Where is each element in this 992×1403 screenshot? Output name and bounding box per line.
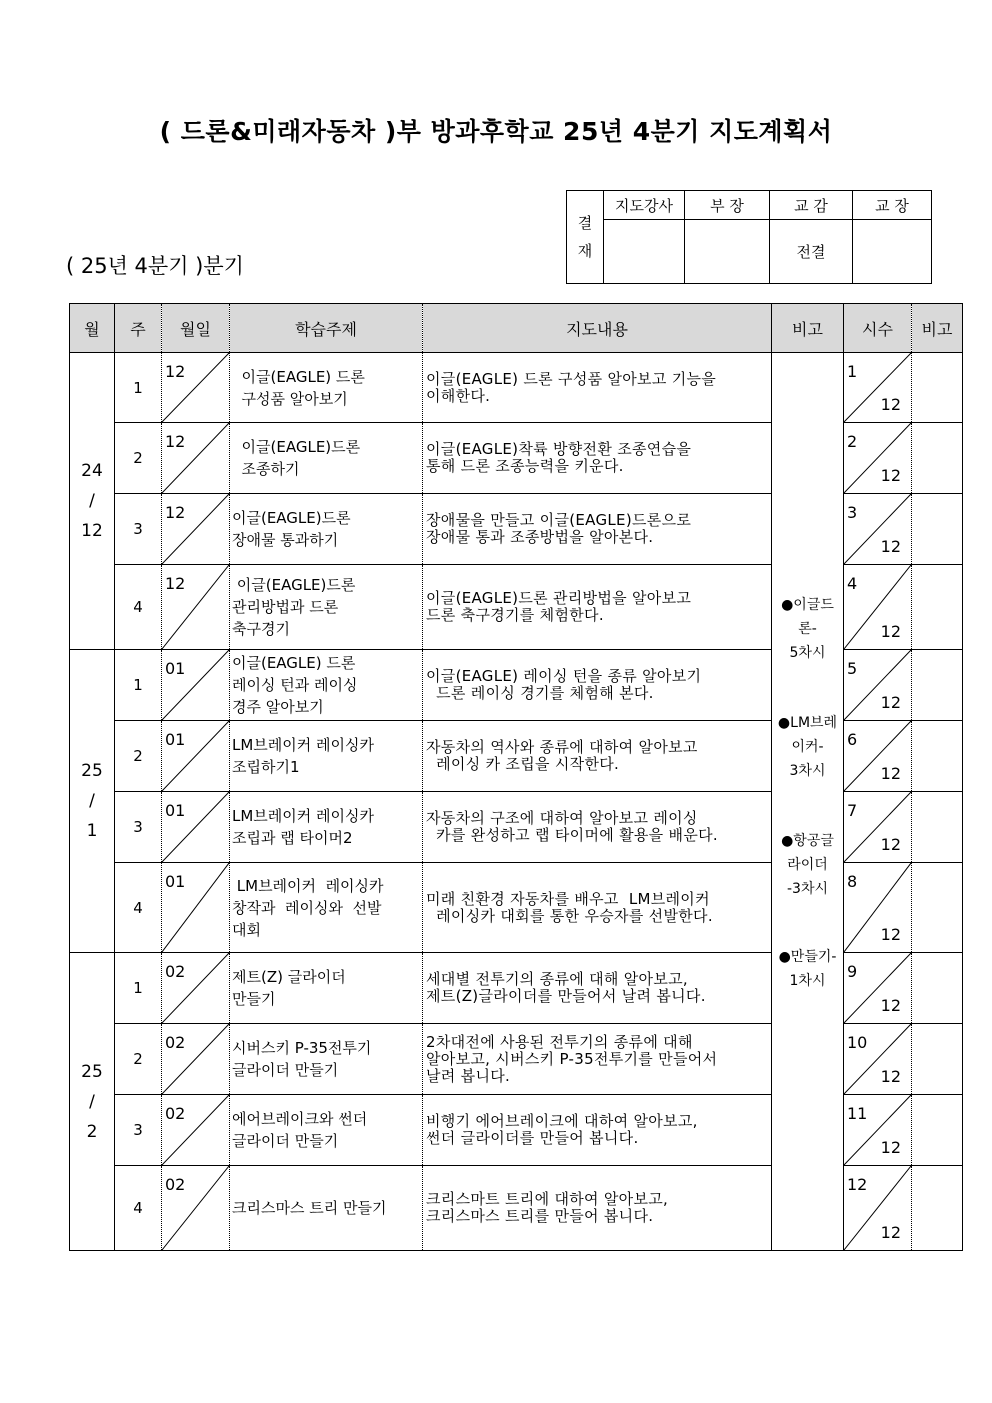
approval-cell-instructor [604, 220, 685, 284]
week-cell: 3 [115, 792, 162, 863]
content-line: 이글(EAGLE)드론 관리방법을 알아보고 [426, 589, 692, 607]
topic-cell [230, 863, 423, 953]
topic-line: 관리방법과 드론 [232, 598, 339, 616]
note-line: 5차시 [789, 645, 826, 661]
content-line: 이글(EAGLE) 레이싱 턴을 종류 알아보기 [426, 667, 702, 685]
note-line: 라이더 [787, 857, 828, 873]
topic-line: 경주 알아보기 [232, 698, 324, 716]
hours-session: 8 [847, 872, 858, 891]
note-block [772, 593, 843, 665]
content-line: 썬더 글라이더를 만들어 봅니다. [426, 1129, 639, 1147]
header-week: 주 [115, 304, 162, 353]
date-cell [162, 1024, 230, 1095]
note-line: ●LM브레 [777, 715, 838, 731]
hours-cell [844, 953, 912, 1024]
week-cell: 2 [115, 721, 162, 792]
date-cell [162, 423, 230, 494]
note-line: 이커- [791, 739, 824, 755]
date-cell [162, 1095, 230, 1166]
date-value: 01 [165, 659, 186, 678]
month-label-line: / [89, 1091, 95, 1112]
content-line: 이해한다. [426, 386, 491, 405]
plan-table [69, 303, 963, 1251]
week-cell: 3 [115, 494, 162, 565]
hours-total: 12 [880, 466, 901, 485]
approval-side-2: 재 [577, 242, 593, 260]
topic-line: 이글(EAGLE)드론 [232, 438, 361, 456]
hours-session: 4 [847, 574, 858, 593]
remark-cell [912, 953, 963, 1024]
hours-session: 1 [847, 362, 858, 381]
month-cell [70, 650, 115, 953]
content-line: 자동차의 역사와 종류에 대하여 알아보고 [426, 738, 698, 756]
month-label-line: 24 [81, 461, 103, 481]
topic-cell [230, 721, 423, 792]
hours-total: 12 [880, 395, 901, 414]
week-cell: 4 [115, 565, 162, 650]
content-line: 카를 완성하고 랩 타이머에 활용을 배운다. [426, 826, 718, 844]
note-block [772, 711, 843, 783]
hours-cell [844, 494, 912, 565]
topic-line: 크리스마스 트리 만들기 [232, 1199, 387, 1217]
hours-cell [844, 353, 912, 423]
date-cell [162, 565, 230, 650]
week-cell: 2 [115, 1024, 162, 1095]
approval-header-instructor: 지도강사 [604, 191, 685, 220]
hours-total: 12 [880, 1223, 901, 1242]
approval-cell-principal [853, 220, 932, 284]
date-value: 12 [165, 503, 186, 522]
date-value: 01 [165, 872, 186, 891]
content-line: 드론 레이싱 경기를 체험해 본다. [426, 684, 654, 702]
topic-cell [230, 423, 423, 494]
hours-session: 7 [847, 801, 858, 820]
table-row [70, 353, 963, 423]
content-line: 이글(EAGLE)착륙 방향전환 조종연습을 [426, 440, 692, 458]
header-topic: 학습주제 [230, 304, 423, 353]
remark-cell [912, 650, 963, 721]
approval-box [566, 190, 932, 284]
topic-line: 에어브레이크와 썬더 [232, 1110, 368, 1128]
header-content: 지도내용 [423, 304, 772, 353]
hours-session: 12 [847, 1175, 868, 1194]
hours-cell [844, 1024, 912, 1095]
month-cell [70, 353, 115, 650]
topic-cell [230, 1166, 423, 1251]
content-cell [423, 565, 772, 650]
topic-cell [230, 650, 423, 721]
date-value: 12 [165, 574, 186, 593]
date-cell [162, 721, 230, 792]
content-cell [423, 353, 772, 423]
hours-session: 9 [847, 962, 858, 981]
content-line: 미래 친환경 자동차를 배우고 LM브레이커 [426, 889, 710, 908]
hours-total: 12 [880, 537, 901, 556]
hours-total: 12 [880, 835, 901, 854]
content-cell [423, 1166, 772, 1251]
content-line: 알아보고, 시버스키 P-35전투기를 만들어서 [426, 1049, 718, 1068]
month-label-line: / [89, 791, 95, 811]
topic-line: 레이싱 턴과 레이싱 [232, 676, 358, 694]
week-cell: 1 [115, 953, 162, 1024]
remark-cell [912, 1024, 963, 1095]
date-value: 02 [165, 1104, 186, 1123]
content-line: 레이싱 카 조립을 시작한다. [426, 755, 620, 773]
content-line: 드론 축구경기를 체험한다. [426, 606, 604, 624]
topic-cell [230, 1095, 423, 1166]
month-label-line: / [89, 491, 95, 511]
content-cell [423, 863, 772, 953]
remark-cell [912, 494, 963, 565]
topic-line: 대회 [232, 920, 261, 939]
month-cell [70, 953, 115, 1251]
month-label-line: 25 [81, 1061, 103, 1082]
remark-cell [912, 1166, 963, 1251]
topic-cell [230, 494, 423, 565]
remark-cell [912, 565, 963, 650]
content-line: 크리스마스 트리를 만들어 봅니다. [426, 1207, 654, 1225]
remark-cell [912, 721, 963, 792]
content-line: 장애물을 만들고 이글(EAGLE)드론으로 [426, 511, 692, 529]
content-cell [423, 1095, 772, 1166]
topic-line: 장애물 통과하기 [232, 531, 339, 549]
page-title: ( 드론&미래자동차 )부 방과후학교 25년 4분기 지도계획서 [159, 117, 833, 146]
content-line: 장애물 통과 조종방법을 알아본다. [426, 528, 654, 546]
note-line: 론- [798, 621, 817, 637]
week-cell: 1 [115, 650, 162, 721]
hours-total: 12 [880, 925, 901, 944]
header-note: 비고 [772, 304, 844, 353]
approval-side-1: 결 [577, 214, 593, 232]
content-line: 세대별 전투기의 종류에 대해 알아보고, [426, 970, 688, 988]
topic-cell [230, 792, 423, 863]
topic-line: LM브레이커 레이싱카 [232, 876, 384, 895]
hours-session: 2 [847, 432, 858, 451]
remark-cell [912, 423, 963, 494]
topic-line: 조립과 랩 타이머2 [232, 829, 353, 847]
hours-total: 12 [880, 622, 901, 641]
hours-session: 6 [847, 730, 858, 749]
date-value: 12 [165, 432, 186, 451]
header-date: 월일 [162, 304, 230, 353]
hours-cell [844, 423, 912, 494]
header-hours: 시수 [844, 304, 912, 353]
note-line: 3차시 [789, 763, 826, 779]
approval-header-vice-principal: 교 감 [770, 191, 853, 220]
hours-total: 12 [880, 996, 901, 1015]
content-cell [423, 792, 772, 863]
month-label-line: 1 [86, 821, 98, 841]
content-line: 크리스마트 트리에 대하여 알아보고, [426, 1190, 669, 1208]
topic-line: 만들기 [232, 990, 276, 1008]
topic-line: 이글(EAGLE) 드론 [232, 367, 365, 386]
hours-cell [844, 650, 912, 721]
hours-cell [844, 1095, 912, 1166]
hours-cell [844, 565, 912, 650]
note-line: ●만들기- [778, 949, 837, 965]
content-cell [423, 721, 772, 792]
topic-line: 이글(EAGLE) 드론 [232, 654, 356, 672]
content-line: 2차대전에 사용된 전투기의 종류에 대해 [426, 1032, 693, 1051]
hours-total: 12 [880, 693, 901, 712]
content-line: 제트(Z)글라이더를 만들어서 날려 봅니다. [426, 987, 706, 1005]
content-line: 이글(EAGLE) 드론 구성품 알아보고 기능을 [426, 369, 717, 388]
hours-cell [844, 792, 912, 863]
content-line: 레이싱카 대회를 통한 우승자를 선발한다. [426, 906, 713, 925]
hours-session: 10 [847, 1033, 868, 1052]
date-value: 02 [165, 1175, 186, 1194]
header-month: 월 [70, 304, 115, 353]
topic-line: 제트(Z) 글라이더 [232, 968, 346, 986]
topic-line: 조종하기 [232, 460, 300, 478]
content-line: 비행기 에어브레이크에 대하여 알아보고, [426, 1112, 698, 1130]
remark-cell [912, 353, 963, 423]
hours-session: 5 [847, 659, 858, 678]
content-cell [423, 650, 772, 721]
note-line: 1차시 [789, 973, 826, 989]
topic-cell [230, 565, 423, 650]
remark-cell [912, 792, 963, 863]
table-header-row [70, 304, 963, 353]
content-cell [423, 423, 772, 494]
topic-line: 구성품 알아보기 [232, 389, 348, 408]
date-cell [162, 863, 230, 953]
hours-total: 12 [880, 1067, 901, 1086]
content-line: 날려 봅니다. [426, 1066, 511, 1085]
content-cell [423, 953, 772, 1024]
hours-total: 12 [880, 764, 901, 783]
topic-line: LM브레이커 레이싱카 [232, 807, 374, 825]
hours-cell [844, 721, 912, 792]
note-block [772, 945, 843, 993]
hours-cell [844, 863, 912, 953]
hours-total: 12 [880, 1138, 901, 1157]
week-cell: 4 [115, 863, 162, 953]
date-value: 02 [165, 962, 186, 981]
approval-header-head: 부 장 [685, 191, 770, 220]
week-cell: 4 [115, 1166, 162, 1251]
date-value: 12 [165, 362, 186, 381]
date-cell [162, 953, 230, 1024]
hours-session: 11 [847, 1104, 868, 1123]
hours-cell [844, 1166, 912, 1251]
date-cell [162, 353, 230, 423]
date-cell [162, 650, 230, 721]
week-cell: 1 [115, 353, 162, 423]
note-line: ●이글드 [781, 597, 834, 613]
note-line: -3차시 [786, 881, 828, 897]
hours-session: 3 [847, 503, 858, 522]
month-label-line: 2 [86, 1121, 98, 1142]
note-line: ●항공글 [781, 833, 834, 849]
approval-side-label [567, 191, 604, 284]
note-block [772, 829, 843, 901]
topic-line: 글라이더 만들기 [232, 1061, 339, 1079]
header-remark: 비고 [912, 304, 963, 353]
topic-line: 축구경기 [232, 620, 290, 638]
date-cell [162, 494, 230, 565]
month-label-line: 25 [81, 761, 103, 781]
topic-cell [230, 353, 423, 423]
content-cell [423, 494, 772, 565]
remark-cell [912, 863, 963, 953]
topic-line: 조립하기1 [232, 758, 300, 776]
date-cell [162, 792, 230, 863]
week-cell: 3 [115, 1095, 162, 1166]
topic-cell [230, 1024, 423, 1095]
topic-line: 글라이더 만들기 [232, 1132, 339, 1150]
date-cell [162, 1166, 230, 1251]
content-cell [423, 1024, 772, 1095]
approval-header-principal: 교 장 [853, 191, 932, 220]
note-cell [772, 353, 844, 1251]
topic-line: 창작과 레이싱와 선발 [232, 898, 382, 917]
date-value: 02 [165, 1033, 186, 1052]
date-value: 01 [165, 730, 186, 749]
topic-line: 이글(EAGLE)드론 [232, 576, 356, 594]
approval-cell-head [685, 220, 770, 284]
week-cell: 2 [115, 423, 162, 494]
content-line: 통해 드론 조종능력을 키운다. [426, 457, 624, 475]
approval-cell-vice-principal: 전결 [770, 220, 853, 284]
remark-cell [912, 1095, 963, 1166]
topic-line: LM브레이커 레이싱카 [232, 736, 374, 754]
date-value: 01 [165, 801, 186, 820]
month-label-line: 12 [81, 521, 103, 541]
content-line: 자동차의 구조에 대하여 알아보고 레이싱 [426, 809, 698, 827]
quarter-subtitle: ( 25년 4분기 )분기 [66, 254, 244, 278]
topic-cell [230, 953, 423, 1024]
topic-line: 이글(EAGLE)드론 [232, 509, 351, 527]
topic-line: 시버스키 P-35전투기 [232, 1039, 372, 1057]
